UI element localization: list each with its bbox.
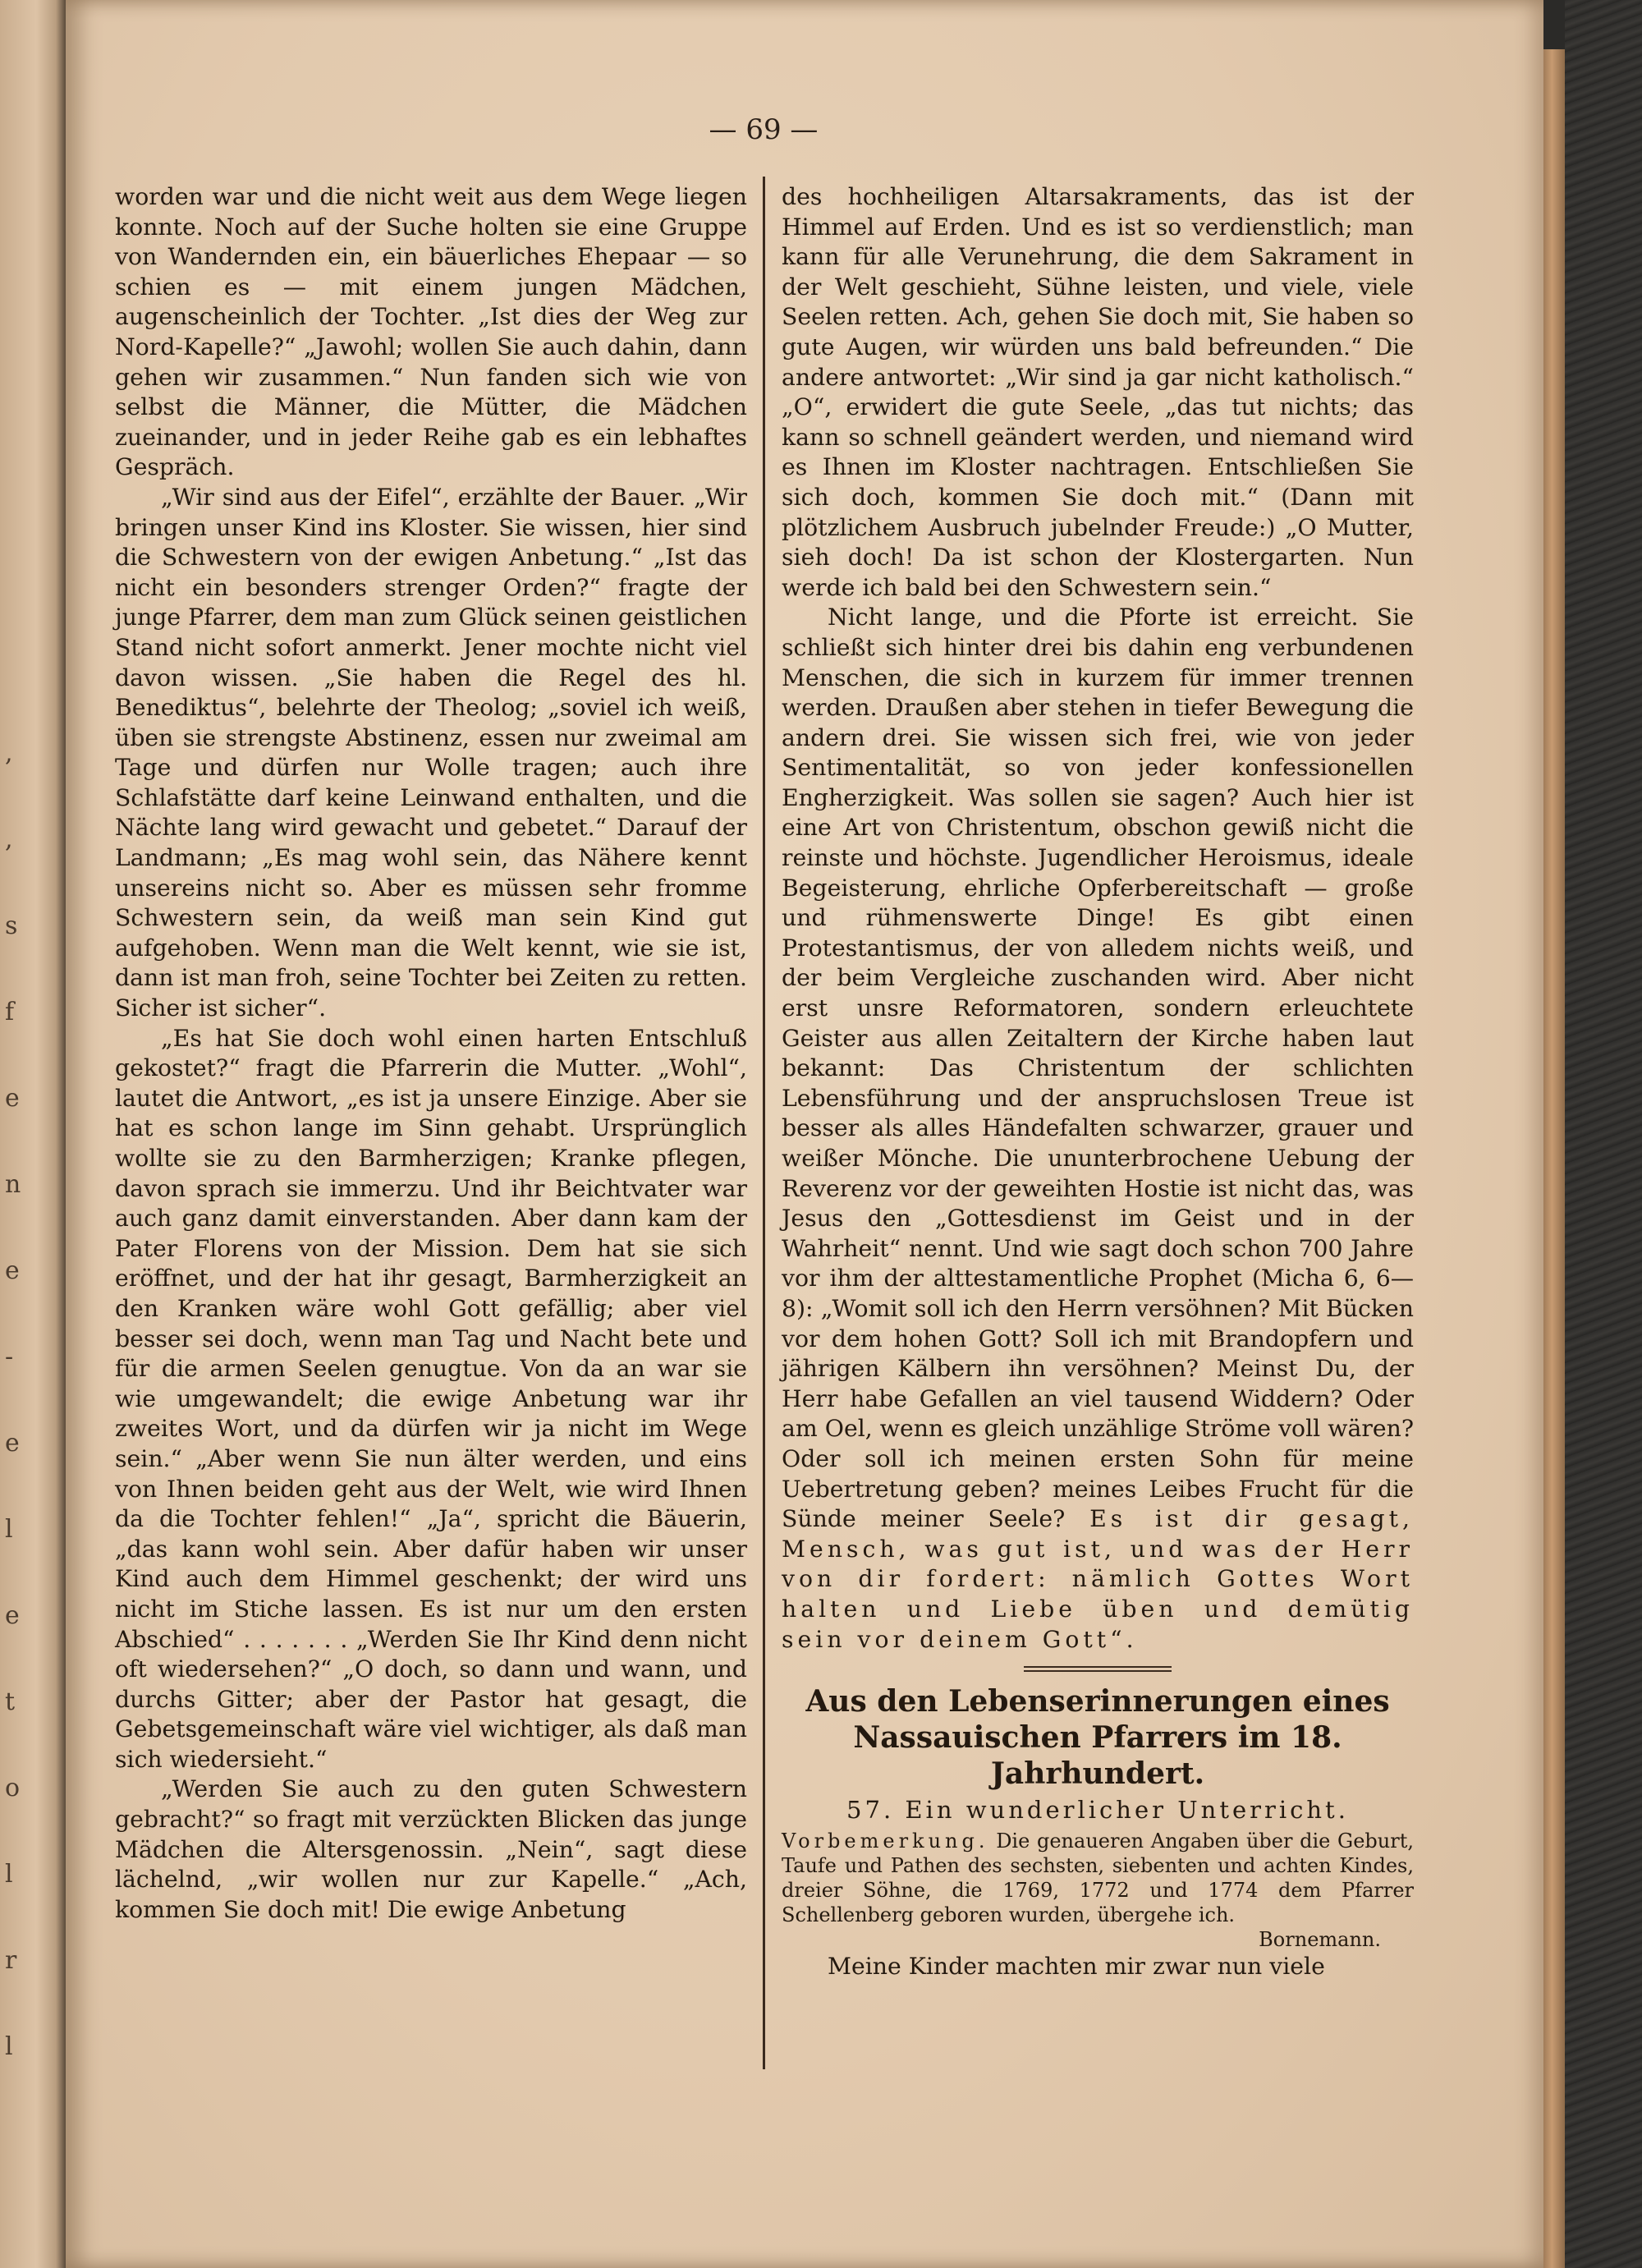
previous-page-letter: s (5, 911, 18, 940)
previous-page-letter: , (5, 825, 13, 854)
previous-page-letter: - (5, 1343, 14, 1371)
chapter-subheading: 57. Ein wunderlicher Unterricht. (846, 1796, 1349, 1825)
right-column (782, 182, 1414, 1981)
preliminary-note (782, 1829, 1414, 1927)
previous-page-letter: l (5, 1860, 13, 1889)
section-heading (782, 1683, 1414, 1792)
page-number: — 69 — (709, 113, 819, 146)
scripture-quote: Es ist dir gesagt, Mensch, was gut ist, und was der Herr von dir fordert: nämlich Gottes Wort halten und Liebe üben und demütig sein vor deinem Gott“. (782, 1505, 1414, 1653)
previous-page-letter: f (5, 998, 15, 1026)
previous-page-letter: l (5, 1515, 13, 1544)
previous-page-letter: e (5, 1256, 20, 1285)
book-cover (1565, 0, 1642, 2268)
previous-page-letter: e (5, 1084, 20, 1113)
right-paragraph-2 (782, 603, 1414, 1655)
previous-page-letter: l (5, 2032, 13, 2061)
previous-page-letter: e (5, 1601, 20, 1630)
previous-page-letter: o (5, 1774, 21, 1802)
left-paragraph-4: „Werden Sie auch zu den guten Schwestern gebracht?“ so fragt mit verzückten Blicken das junge Mädchen die Altersgenossin. „Nein“, sagt diese lächelnd, „wir wollen nur zur Kapelle.“ „Ach, kommen Sie doch mit! Die ewige Anbetung (115, 1775, 747, 1923)
page-block-edge (1543, 49, 1565, 2268)
section-heading-line-1: Aus den Lebenserinnerungen eines (805, 1684, 1390, 1719)
left-column (115, 182, 747, 1925)
previous-page-letter: e (5, 1429, 20, 1458)
previous-page-letter: , (5, 739, 13, 768)
section-divider (1024, 1666, 1172, 1672)
previous-page-letter: t (5, 1687, 16, 1716)
left-paragraph-3: „Es hat Sie doch wohl einen harten Entschluß gekostet?“ fragt die Pfarrerin die Mutter. „Wohl“, lautet die Antwort, „es ist ja unsere Einzige. Aber sie hat es schon lange im Sinn gehabt. Ursprünglich wollte sie zu den Barmherzigen; Kranke pflegen, davon sprach sie immerzu. Und ihr Beichtvater war auch ganz damit einverstanden. Aber dann kam der Pater Florens von der Mission. Dem hat sie sich eröffnet, und der hat ihr gesagt, Barmherzigkeit an den Kranken wäre wohl Gott gefällig; aber viel besser sei doch, wenn man Tag und Nacht bete und für die armen Seelen genugtue. Von da an war sie wie umgewandelt; die ewige Anbetung war ihr zweites Wort, und da dürfen wir ja nicht im Wege sein.“ „Aber wenn Sie nun älter werden, und eins von Ihnen beiden geht aus der Welt, wie wird Ihnen da die Tochter fehlen!“ „Ja“, spricht die Bäuerin, „das kann wohl sein. Aber dafür haben wir unser Kind auch dem Himmel geschenkt; der wird uns nicht im Stiche lassen. Es ist nur um den ersten Abschied“ . . . . . . . „Werden Sie Ihr Kind denn nicht oft wiedersehen?“ „O doch, so dann und wann, und durchs Gitter; aber der Pastor hat gesagt, die Gebetsgemeinschaft wäre viel wichtiger, als daß man sich wiedersieht.“ (115, 1024, 747, 1773)
section-heading-line-2: Nassauischen Pfarrers im 18. Jahrhundert. (853, 1720, 1342, 1792)
note-label: Vorbemerkung. (782, 1829, 989, 1853)
column-divider (763, 177, 765, 2069)
previous-page-letter: r (5, 1946, 17, 1975)
right-paragraph-2-text: Nicht lange, und die Pforte ist erreicht. Sie schließt sich hinter drei bis dahin eng verbundenen Menschen, die sich in kurzem für immer trennen werden. Draußen aber stehen in tiefer Bewegung die andern drei. Sie wissen sich frei, wie von jeder Sentimentalität, so von jeder konfessionellen Engherzigkeit. Was sollen sie sagen? Auch hier ist eine Art von Christentum, obschon gewiß nicht die reinste und höchste. Jugendlicher Heroismus, ideale Begeisterung, ehrliche Opferbereitschaft — große und rühmenswerte Dinge! Es gibt einen Protestantismus, der von alledem nichts weiß, und der beim Vergleiche zuschanden wird. Aber nicht erst unsre Reformatoren, sondern erleuchtete Geister aus allen Zeitaltern der Kirche haben laut bekannt: Das Christentum der schlichten Lebensführung und der anspruchslosen Treue ist besser als alles Händefalten schwarzer, grauer und weißer Mönche. Die ununterbrochene Uebung der Reverenz vor der geweihten Hostie ist nicht das, was Jesus den „Gottesdienst im Geist und in der Wahrheit“ nennt. Und wie sagt doch schon 700 Jahre vor ihm der alttestamentliche Prophet (Micha 6, 6—8): „Womit soll ich den Herrn versöhnen? Mit Bücken vor dem hohen Gott? Soll ich mit Brandopfern und jährigen Kälbern ihn versöhnen? Meinst Du, der Herr habe Gefallen an viel tausend Widdern? Oder am Oel, wenn es gleich unzählige Ströme voll wären? Oder soll ich meinen ersten Sohn für meine Uebertretung geben? meines Leibes Frucht für die Sünde meiner Seele? (782, 604, 1414, 1533)
left-paragraph-2: „Wir sind aus der Eifel“, erzählte der Bauer. „Wir bringen unser Kind ins Kloster. Sie wissen, hier sind die Schwestern von der ewigen Anbetung.“ „Ist das nicht ein besonders strenger Orden?“ fragte der junge Pfarrer, dem man zum Glück seinen geistlichen Stand nicht sofort anmerkt. Jener mochte nicht viel davon wissen. „Sie haben die Regel des hl. Benediktus“, belehrte der Theolog; „soviel ich weiß, üben sie strengste Abstinenz, essen nur zweimal am Tage und dürfen nur Wolle tragen; auch ihre Schlafstätte darf keine Leinwand enthalten, und die Nächte lang wird gewacht und gebetet.“ Darauf der Landmann; „Es mag wohl sein, das Nähere kennt unsereins nicht so. Aber es müssen sehr fromme Schwestern sein, da weiß man sein Kind gut aufgehoben. Wenn man die Welt kennt, wie sie ist, dann ist man froh, seine Tochter bei Zeiten zu retten. Sicher ist sicher“. (115, 483, 747, 1022)
note-signature: Bornemann. (1259, 1927, 1381, 1951)
note-text: Die genaueren Angaben über die Geburt, Taufe und Pathen des sechsten, siebenten und achten Kindes, dreier Söhne, die 1769, 1772 und 1774 dem Pfarrer Schellenberg geboren wurden, übergehe ich. (782, 1829, 1414, 1926)
right-last-line: Meine Kinder machten mir zwar nun viele (828, 1952, 1325, 1980)
previous-page-letter: n (5, 1170, 21, 1199)
right-paragraph-1: des hochheiligen Altarsakraments, das ist der Himmel auf Erden. Und es ist so verdienstlich; man kann für alle Verunehrung, die dem Sakrament in der Welt geschieht, Sühne leisten, und viele, viele Seelen retten. Ach, gehen Sie doch mit, Sie haben so gute Augen, wir würden uns bald befreunden.“ Die andere antwortet: „Wir sind ja gar nicht katholisch.“ „O“, erwidert die gute Seele, „das tut nichts; das kann so schnell geändert werden, und niemand wird es Ihnen im Kloster nachtragen. Entschließen Sie sich doch, kommen Sie doch mit.“ (Dann mit plötzlichem Ausbruch jubelnder Freude:) „O Mutter, sieh doch! Da ist schon der Klostergarten. Nun werde ich bald bei den Schwestern sein.“ (782, 183, 1414, 601)
left-paragraph-1: worden war und die nicht weit aus dem Wege liegen konnte. Noch auf der Suche holten sie eine Gruppe von Wandernden ein, ein bäuerliches Ehepaar — so schien es — mit einem jungen Mädchen, augenscheinlich der Tochter. „Ist dies der Weg zur Nord-Kapelle?“ „Jawohl; wollen Sie auch dahin, dann gehen wir zusammen.“ Nun fanden sich wie von selbst die Männer, die Mütter, die Mädchen zueinander, und in jeder Reihe gab es ein lebhaftes Gespräch. (115, 183, 747, 481)
previous-page-edge (0, 0, 66, 2268)
